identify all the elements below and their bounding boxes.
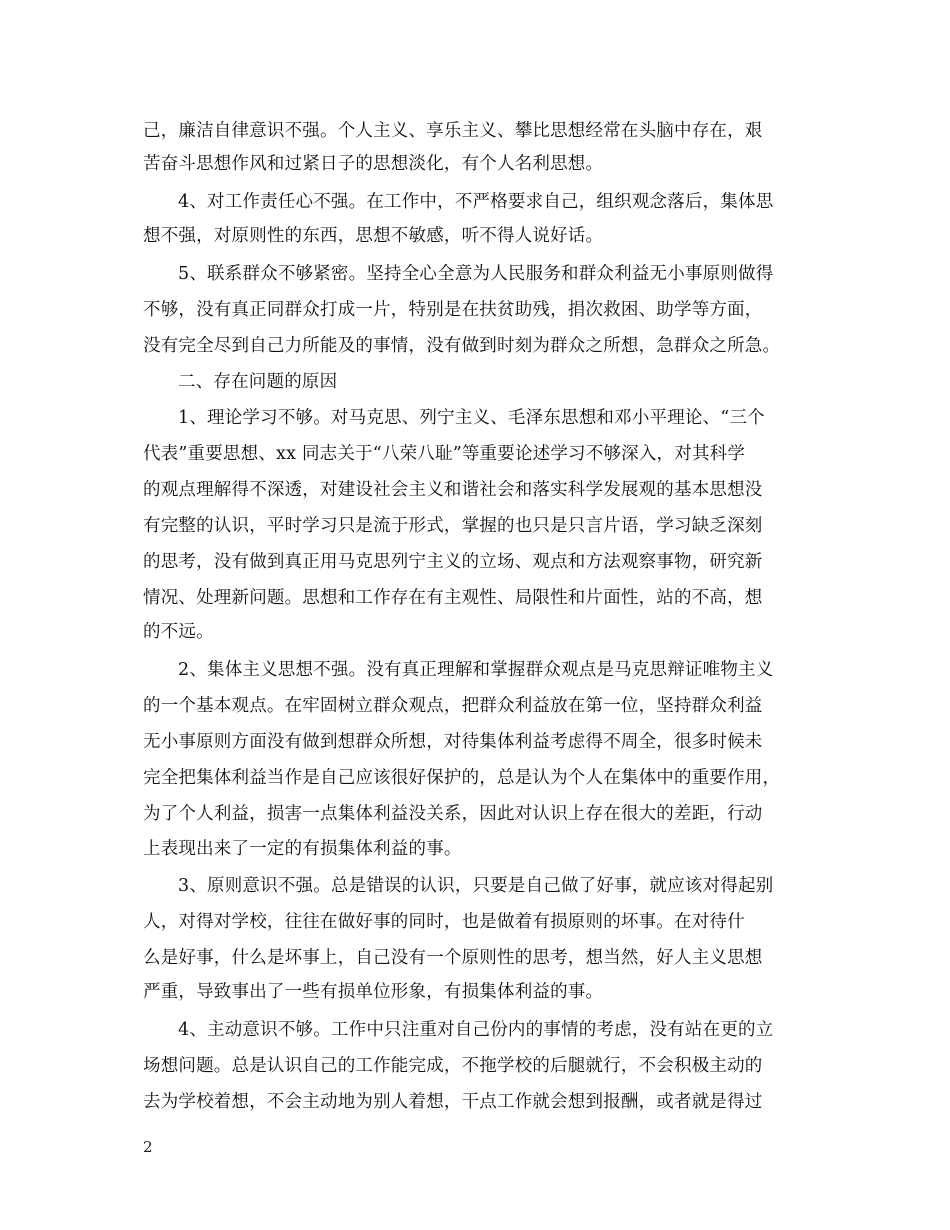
- body-text-line: 的一个基本观点。在牢固树立群众观点，把群众利益放在第一位，坚持群众利益: [143, 696, 763, 716]
- body-text-line: 不够，没有真正同群众打成一片，特别是在扶贫助残，捐次救困、助学等方面，: [143, 300, 763, 320]
- body-text-line: 完全把集体利益当作是自己应该很好保护的，总是认为个人在集体中的重要作用，: [143, 768, 781, 788]
- body-text-line: 无小事原则方面没有做到想群众所想，对待集体利益考虑得不周全，很多时候未: [143, 732, 763, 752]
- paragraph-first-line: 4、主动意识不够。工作中只注重对自己份内的事情的考虑，没有站在更的立: [178, 1020, 774, 1040]
- body-text-line: 去为学校着想，不会主动地为别人着想，干点工作就会想到报酬，或者就是得过: [143, 1092, 763, 1112]
- page-number: 2: [143, 1138, 153, 1156]
- body-text-line: 己，廉洁自律意识不强。个人主义、享乐主义、攀比思想经常在头脑中存在，艰: [143, 121, 763, 141]
- body-text-line: 有完整的认识，平时学习只是流于形式，掌握的也只是只言片语，学习缺乏深刻: [143, 516, 763, 536]
- body-text-line: 场想问题。总是认识自己的工作能完成，不拖学校的后腿就行，不会积极主动的: [143, 1056, 763, 1076]
- paragraph-first-line: 4、对工作责任心不强。在工作中，不严格要求自己，组织观念落后，集体思: [178, 192, 774, 212]
- body-text-line: 人，对得对学校，往往在做好事的同时，也是做着有损原则的坏事。在对待什: [143, 912, 745, 932]
- body-text-line: 的不远。: [143, 622, 214, 642]
- paragraph-first-line: 2、集体主义思想不强。没有真正理解和掌握群众观点是马克思辩证唯物主义: [178, 660, 774, 680]
- paragraph-first-line: 5、联系群众不够紧密。坚持全心全意为人民服务和群众利益无小事原则做得: [178, 264, 774, 284]
- body-text-line: 的思考，没有做到真正用马克思列宁主义的立场、观点和方法观察事物，研究新: [143, 552, 763, 572]
- body-text-line: 的观点理解得不深透，对建设社会主义和谐社会和落实科学发展观的基本思想没: [143, 480, 763, 500]
- body-text-line: 代表”重要思想、xx 同志关于“八荣八耻”等重要论述学习不够深入，对其科学: [143, 444, 746, 464]
- paragraph-first-line: 3、原则意识不强。总是错误的认识，只要是自己做了好事，就应该对得起别: [178, 876, 774, 896]
- body-text-line: 没有完全尽到自己力所能及的事情，没有做到时刻为群众之所想，急群众之所急。: [143, 336, 781, 356]
- body-text-line: 上表现出来了一定的有损集体利益的事。: [143, 839, 462, 859]
- body-text-line: 苦奋斗思想作风和过紧日子的思想淡化，有个人名利思想。: [143, 154, 604, 174]
- body-text-line: 想不强，对原则性的东西，思想不敏感，听不得人说好话。: [143, 226, 604, 246]
- paragraph-first-line: 1、理论学习不够。对马克思、列宁主义、毛泽东思想和邓小平理论、“三个: [178, 408, 765, 428]
- body-text-line: 么是好事，什么是坏事上，自己没有一个原则性的思考，想当然，好人主义思想: [143, 948, 763, 968]
- body-text-line: 为了个人利益，损害一点集体利益没关系，因此对认识上存在很大的差距，行动: [143, 804, 763, 824]
- section-heading: 二、存在问题的原因: [178, 372, 338, 392]
- body-text-line: 情况、处理新问题。思想和工作存在有主观性、局限性和片面性，站的不高，想: [143, 588, 763, 608]
- body-text-line: 严重，导致事出了一些有损单位形象，有损集体利益的事。: [143, 982, 604, 1002]
